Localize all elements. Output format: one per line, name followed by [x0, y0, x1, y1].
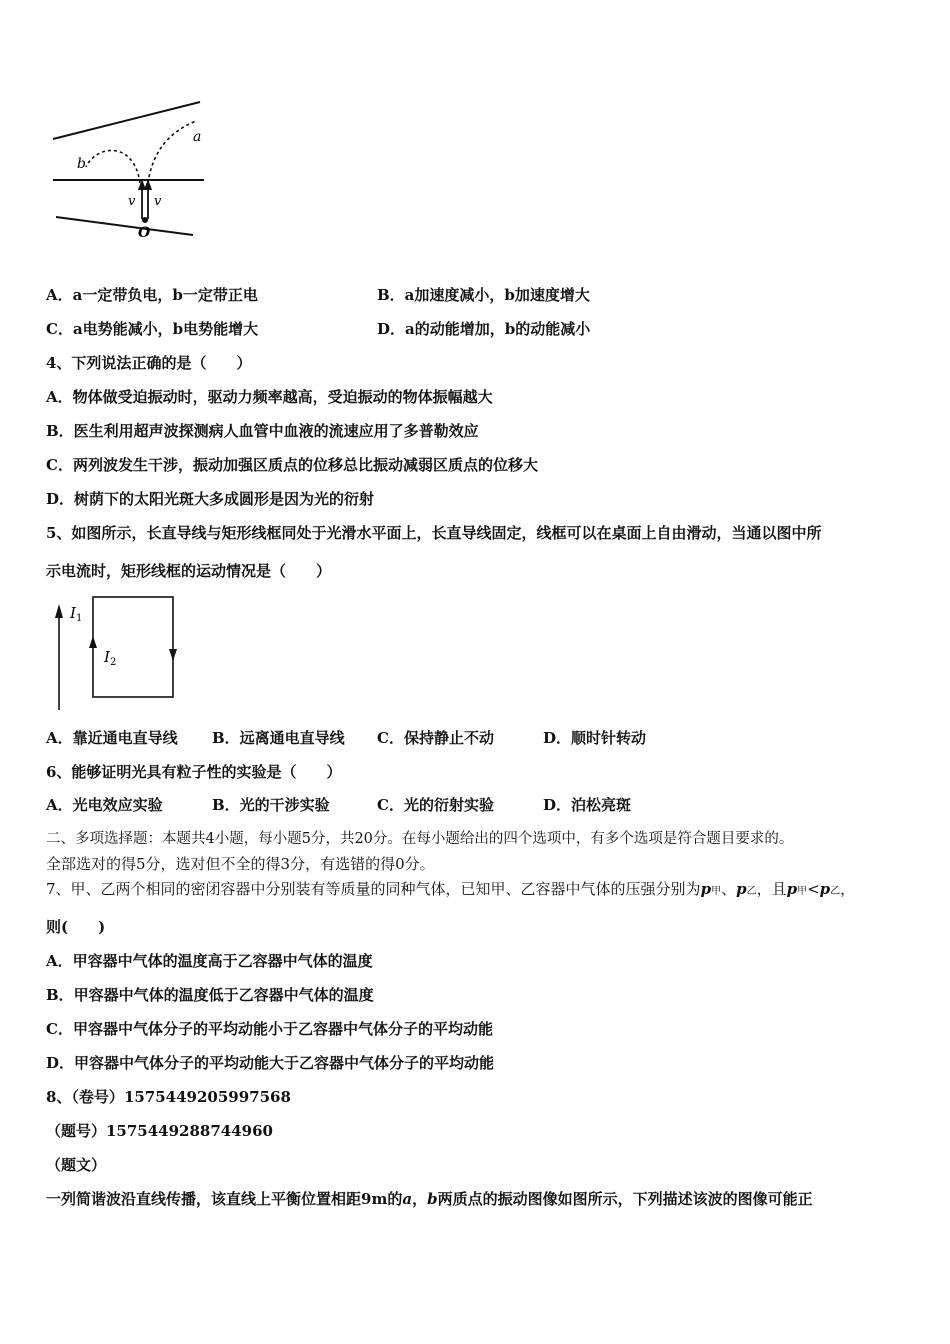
label-v-left: v — [128, 194, 136, 209]
lower-field-line — [56, 217, 193, 235]
section2-line2: 全部选对的得5分，选对但不全的得3分，有选错的得0分。 — [46, 855, 435, 873]
q4-option-d: D．树荫下的太阳光斑大多成圆形是因为光的衍射 — [46, 490, 375, 508]
q6-option-a: A．光电效应实验 — [46, 796, 163, 814]
q5-stem-line1: 5、如图所示，长直导线与矩形线框同处于光滑水平面上，长直导线固定，线框可以在桌面上自由滑动，当通以图中所 — [46, 524, 822, 542]
label-a: a — [193, 129, 202, 145]
q7-option-a: A．甲容器中气体的温度高于乙容器中气体的温度 — [46, 952, 373, 970]
q5-option-d: D．顺时针转动 — [543, 729, 647, 747]
q7-option-d: D．甲容器中气体分子的平均动能大于乙容器中气体分子的平均动能 — [46, 1054, 495, 1072]
section2-line1: 二、多项选择题：本题共4小题，每小题5分，共20分。在每小题给出的四个选项中，有多个选项是符合题目要求的。 — [46, 831, 794, 847]
label-i2: $I_2$ — [104, 648, 117, 668]
rectangular-loop — [93, 597, 173, 697]
label-v-right: v — [154, 194, 162, 209]
point-o — [142, 217, 148, 223]
q4-option-a: A．物体做受迫振动时，驱动力频率越高，受迫振动的物体振幅越大 — [46, 388, 493, 406]
q7-stem-line2: 则( ) — [46, 918, 106, 936]
q4-stem: 4、下列说法正确的是（ ） — [46, 354, 252, 372]
label-b: b — [77, 156, 86, 172]
q4-option-b: B．医生利用超声波探测病人血管中血液的流速应用了多普勒效应 — [46, 422, 479, 440]
q5-option-a: A．靠近通电直导线 — [46, 729, 178, 747]
q6-option-d: D．泊松亮斑 — [543, 796, 632, 814]
figure-trajectories — [46, 95, 216, 245]
q3-option-d: D．a的动能增加，b的动能减小 — [377, 320, 591, 338]
q5-stem-line2: 示电流时，矩形线框的运动情况是（ ） — [46, 562, 332, 580]
q3-option-b: B．a加速度减小，b加速度增大 — [377, 286, 590, 304]
label-o: O — [138, 225, 151, 241]
loop-down-arrow — [169, 649, 177, 661]
q7-option-b: B．甲容器中气体的温度低于乙容器中气体的温度 — [46, 986, 374, 1004]
q8-question-text-label: （题文） — [46, 1156, 107, 1174]
q6-stem: 6、能够证明光具有粒子性的实验是（ ） — [46, 763, 342, 781]
q4-option-c: C．两列波发生干涉，振动加强区质点的位移总比振动减弱区质点的位移大 — [46, 456, 538, 474]
loop-up-arrow — [89, 636, 97, 648]
q3-option-a: A．a一定带负电，b一定带正电 — [46, 286, 258, 304]
q7-option-c: C．甲容器中气体分子的平均动能小于乙容器中气体分子的平均动能 — [46, 1020, 493, 1038]
figure-wire-loop — [46, 592, 186, 714]
upper-field-line — [53, 102, 200, 139]
q6-option-c: C．光的衍射实验 — [377, 796, 494, 814]
q7-stem-line1: 7、甲、乙两个相同的密闭容器中分别装有等质量的同种气体，已知甲、乙容器中气体的压强分别为p甲、p乙，且p甲<p乙， — [46, 880, 856, 898]
q5-option-b: B．远离通电直导线 — [212, 729, 345, 747]
label-i1: $I_1$ — [70, 604, 83, 624]
trajectory-b — [86, 150, 140, 183]
q8-stem: 一列简谐波沿直线传播，该直线上平衡位置相距9m的a，b两质点的振动图像如图所示，下列描述该波的图像可能正 — [46, 1190, 813, 1208]
q6-option-b: B．光的干涉实验 — [212, 796, 330, 814]
q5-option-c: C．保持静止不动 — [377, 729, 494, 747]
q8-question-id: （题号）1575449288744960 — [46, 1122, 273, 1140]
q8-paper-id: 8、（卷号）1575449205997568 — [46, 1088, 291, 1106]
trajectory-a — [148, 121, 196, 183]
q3-option-c: C．a电势能减小，b电势能增大 — [46, 320, 259, 338]
wire-current-arrow — [55, 604, 63, 618]
